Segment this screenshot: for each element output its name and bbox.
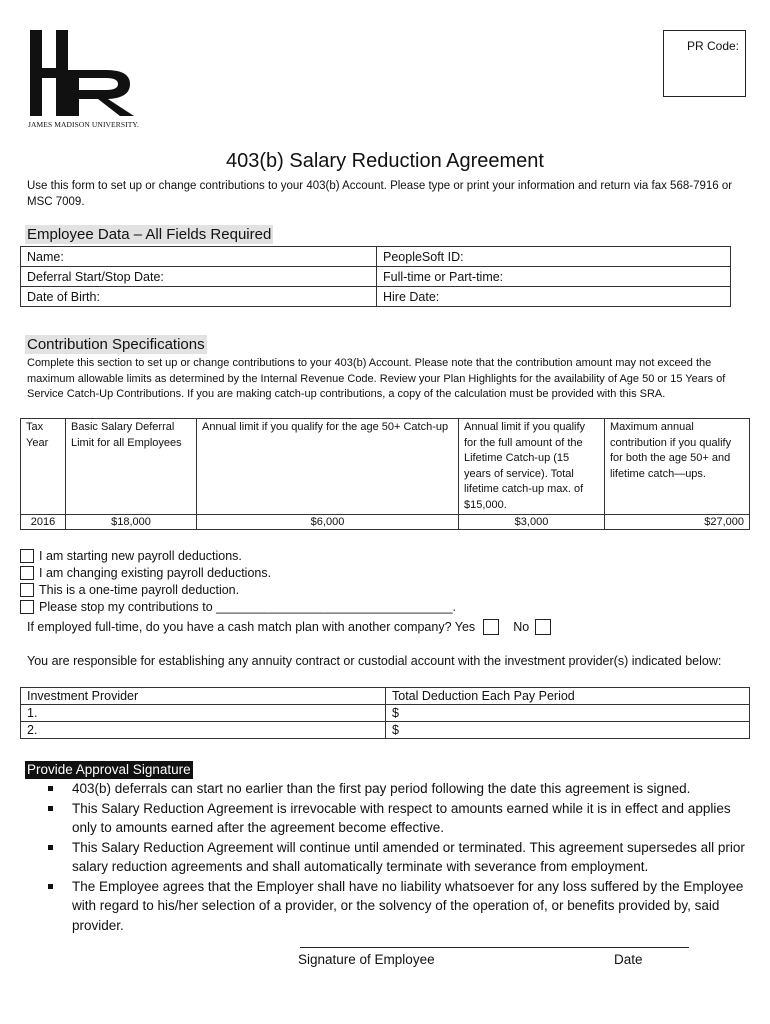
employee-data-table	[20, 246, 731, 307]
contribution-limits-table	[20, 418, 750, 530]
bullet-square-icon	[48, 786, 53, 791]
start-checkbox[interactable]	[20, 549, 34, 563]
one-time-checkbox[interactable]	[20, 583, 34, 597]
cell-lifetime-limit: $3,000	[459, 515, 605, 530]
list-item	[46, 799, 750, 838]
bullet-square-icon	[48, 806, 53, 811]
logo-caption: JAMES MADISON UNIVERSITY.	[28, 120, 139, 129]
option-change-label: I am changing existing payroll deductions.	[39, 565, 272, 580]
pr-code-label: PR Code:	[686, 39, 739, 53]
table-row	[21, 247, 731, 267]
cell-tax-year: 2016	[21, 515, 66, 530]
stop-checkbox[interactable]	[20, 600, 34, 614]
option-start[interactable]	[20, 547, 242, 564]
option-change[interactable]	[20, 564, 271, 581]
signature-line[interactable]	[300, 947, 689, 948]
bullet-text: This Salary Reduction Agreement is irrevocable with respect to amounts earned while it is in effect and applies only to amounts earned after the agreement become effective.	[72, 800, 731, 835]
option-one-time[interactable]	[20, 581, 239, 598]
bullet-square-icon	[48, 845, 53, 850]
header-investment-provider: Investment Provider	[21, 688, 386, 705]
provider-1-field[interactable]: 1.	[21, 705, 386, 722]
change-checkbox[interactable]	[20, 566, 34, 580]
name-field[interactable]: Name:	[21, 247, 377, 267]
list-item	[46, 779, 750, 799]
cash-match-question	[27, 618, 551, 635]
peoplesoft-id-field[interactable]: PeopleSoft ID:	[377, 247, 731, 267]
header-age50-limit: Annual limit if you qualify for the age 50+ Catch-up	[197, 419, 459, 515]
employee-data-heading: Employee Data – All Fields Required	[27, 226, 272, 243]
table-row	[21, 722, 750, 739]
hr-logo-icon	[26, 28, 138, 132]
amount-2-field[interactable]: $	[386, 722, 750, 739]
header-total-deduction: Total Deduction Each Pay Period	[386, 688, 750, 705]
contribution-heading: Contribution Specifications	[27, 336, 205, 353]
bullet-text: 403(b) deferrals can start no earlier than the first pay period following the date this agreement is signed.	[72, 781, 691, 796]
bullet-square-icon	[48, 884, 53, 889]
employment-type-field[interactable]: Full-time or Part-time:	[377, 267, 731, 287]
hire-date-field[interactable]: Hire Date:	[377, 287, 731, 307]
table-row	[21, 705, 750, 722]
responsible-text: You are responsible for establishing any annuity contract or custodial account with the investment provider(s) indicated below:	[27, 654, 722, 668]
approval-bullets	[46, 779, 750, 935]
option-stop-label: Please stop my contributions to __________________________________.	[39, 599, 457, 614]
cash-match-label: If employed full-time, do you have a cash match plan with another company? Yes	[27, 619, 476, 634]
no-checkbox[interactable]	[535, 619, 551, 635]
option-start-label: I am starting new payroll deductions.	[39, 548, 242, 563]
no-label: No	[513, 619, 530, 634]
signature-label: Signature of Employee	[298, 952, 435, 967]
bullet-text: The Employee agrees that the Employer shall have no liability whatsoever for any loss suffered by the Employee with regard to his/her selection of a provider, or the solvency of the operation of, or benefits provided by, said provider.	[72, 878, 744, 933]
contribution-text: Complete this section to set up or change contributions to your 403(b) Account. Please note that the contribution amount may not exceed the maximum allowable limits as determined by the Internal Revenue Code. Review your Plan Highlights for the availability of Age 50 or 15 Years of Service Catch-Up Contributions. If you are making catch-up contributions, a copy of the calculation must be provided with this SRA.	[27, 357, 726, 400]
header-tax-year: Tax Year	[21, 419, 66, 515]
cell-max-contribution: $27,000	[605, 515, 750, 530]
list-item	[46, 838, 750, 877]
table-row	[21, 515, 750, 530]
cell-age50-limit: $6,000	[197, 515, 459, 530]
amount-1-field[interactable]: $	[386, 705, 750, 722]
bullet-text: This Salary Reduction Agreement will continue until amended or terminated. This agreement supersedes all prior salary reduction agreements and shall automatically terminate with severance from employment.	[72, 839, 745, 874]
header-max-contribution: Maximum annual contribution if you qualify for both the age 50+ and lifetime catch—ups.	[605, 419, 750, 515]
table-header-row	[21, 419, 750, 515]
table-row	[21, 287, 731, 307]
header-lifetime-limit: Annual limit if you qualify for the full amount of the Lifetime Catch-up (15 years of service). Total lifetime catch-up max. of $15,000.	[459, 419, 605, 515]
table-row	[21, 267, 731, 287]
option-stop[interactable]	[20, 598, 456, 615]
cell-basic-limit: $18,000	[66, 515, 197, 530]
approval-heading: Provide Approval Signature	[27, 762, 191, 777]
provider-2-field[interactable]: 2.	[21, 722, 386, 739]
list-item	[46, 877, 750, 936]
investment-table	[20, 687, 750, 739]
deferral-date-field[interactable]: Deferral Start/Stop Date:	[21, 267, 377, 287]
option-one-time-label: This is a one-time payroll deduction.	[39, 582, 240, 597]
date-label: Date	[614, 952, 643, 967]
date-of-birth-field[interactable]: Date of Birth:	[21, 287, 377, 307]
table-header-row	[21, 688, 750, 705]
pr-code-box[interactable]	[663, 30, 746, 97]
header-basic-limit: Basic Salary Deferral Limit for all Employees	[66, 419, 197, 515]
intro-text: Use this form to set up or change contributions to your 403(b) Account. Please type or print your information and return via fax 568-7916 or MSC 7009.	[27, 180, 733, 208]
page-title: 403(b) Salary Reduction Agreement	[226, 150, 544, 172]
yes-checkbox[interactable]	[483, 619, 499, 635]
